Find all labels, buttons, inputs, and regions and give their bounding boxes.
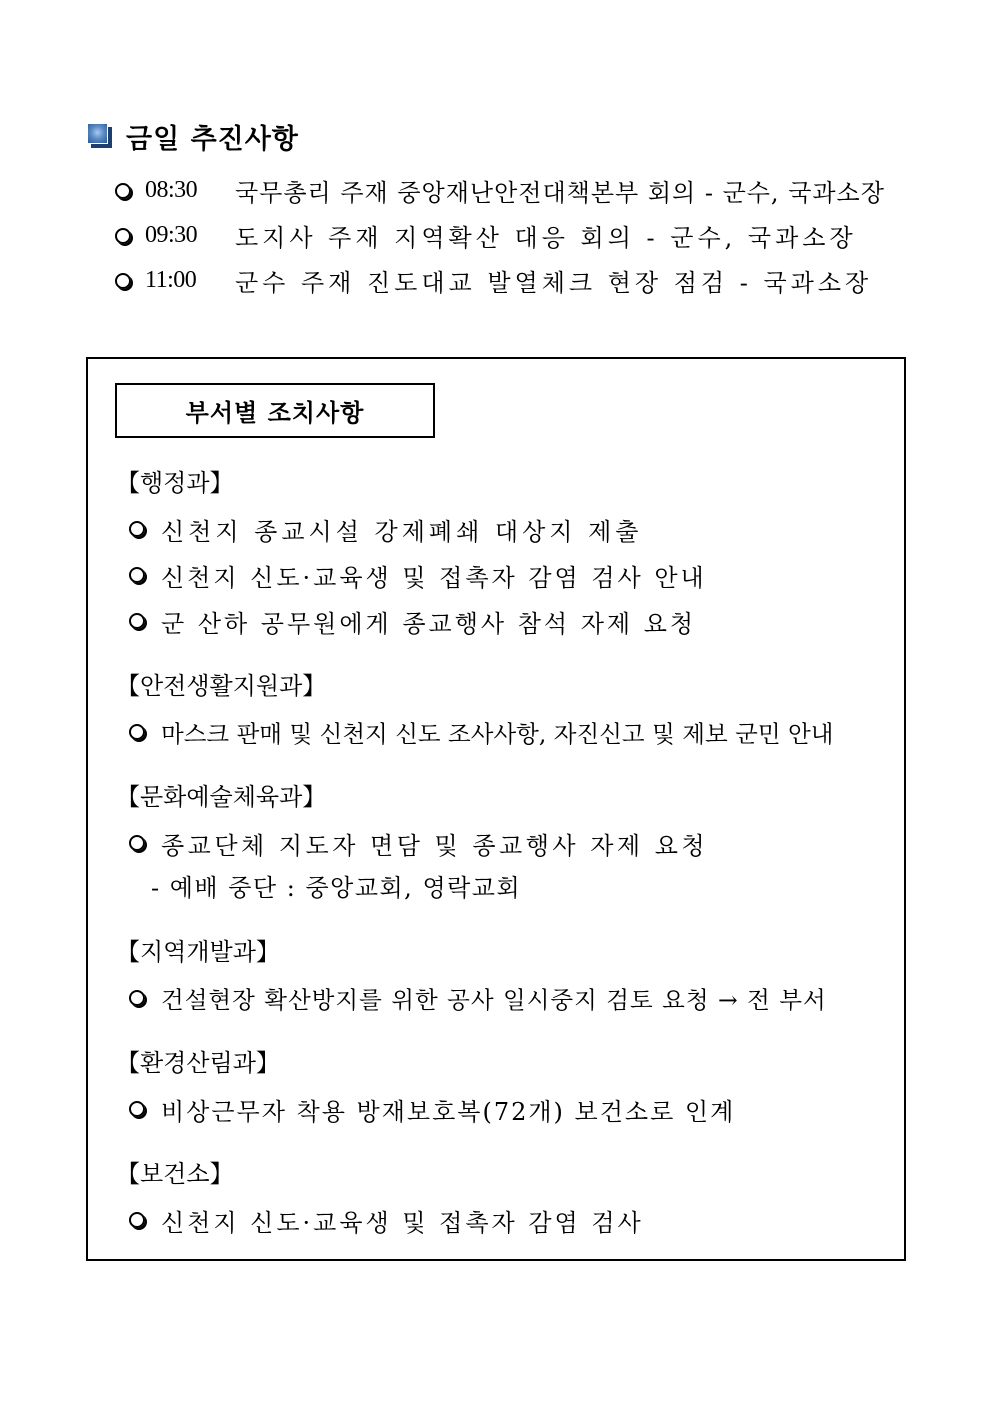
dept-name: 【행정과】 bbox=[116, 469, 234, 497]
circle-bullet-icon bbox=[129, 1101, 145, 1117]
dept-item bbox=[116, 1197, 896, 1243]
dept-name: 【안전생활지원과】 bbox=[116, 672, 327, 700]
dept-item bbox=[116, 820, 896, 866]
dept-item-text: 신천지 종교시설 강제폐쇄 대상지 제출 bbox=[161, 517, 643, 546]
circle-bullet-icon bbox=[129, 835, 145, 851]
dept-item-text: 종교단체 지도자 면담 및 종교행사 자제 요청 bbox=[161, 831, 709, 860]
dept-item bbox=[116, 552, 896, 598]
dept-name: 【보건소】 bbox=[116, 1160, 234, 1188]
circle-bullet-icon bbox=[129, 567, 145, 583]
department-actions-header: 부서별 조치사항 bbox=[115, 383, 435, 438]
dept-name: 【지역개발과】 bbox=[116, 938, 280, 966]
circle-bullet-icon bbox=[115, 183, 131, 199]
dept-item bbox=[116, 506, 896, 552]
circle-bullet-icon bbox=[129, 613, 145, 629]
schedule-time: 11:00 bbox=[145, 267, 197, 293]
dept-item-text: 신천지 신도·교육생 및 접촉자 감염 검사 bbox=[161, 1208, 644, 1237]
today-title-text: 금일 추진사항 bbox=[126, 123, 299, 155]
dept-item-text: 신천지 신도·교육생 및 접촉자 감염 검사 안내 bbox=[161, 563, 707, 592]
schedule-text: 도지사 주재 지역확산 대응 회의 - 군수, 국과소장 bbox=[235, 224, 857, 252]
circle-bullet-icon bbox=[129, 724, 145, 740]
circle-bullet-icon bbox=[129, 521, 145, 537]
dept-item-text: 마스크 판매 및 신천지 신도 조사사항, 자진신고 및 제보 군민 안내 bbox=[161, 720, 834, 748]
dept-item-text: 건설현장 확산방지를 위한 공사 일시중지 검토 요청 → 전 부서 bbox=[161, 986, 827, 1014]
schedule-text: 국무총리 주재 중앙재난안전대책본부 회의 - 군수, 국과소장 bbox=[235, 179, 885, 207]
dept-name: 【문화예술체육과】 bbox=[116, 783, 327, 811]
dept-group-safety bbox=[116, 664, 896, 755]
circle-bullet-icon bbox=[115, 273, 131, 289]
dept-name: 【환경산림과】 bbox=[116, 1049, 280, 1077]
department-actions-box bbox=[86, 357, 906, 1261]
square-bullet-icon bbox=[87, 123, 113, 149]
dept-group-admin bbox=[116, 461, 896, 644]
dept-item bbox=[116, 598, 896, 644]
dept-item-text: 군 산하 공무원에게 종교행사 참석 자제 요청 bbox=[161, 609, 697, 638]
dept-item-text: 비상근무자 착용 방재보호복(72개) 보건소로 인계 bbox=[161, 1097, 736, 1126]
dept-item bbox=[116, 975, 896, 1021]
dept-item bbox=[116, 1086, 896, 1132]
schedule-time: 08:30 bbox=[145, 177, 198, 203]
schedule-time: 09:30 bbox=[145, 222, 198, 248]
circle-bullet-icon bbox=[129, 990, 145, 1006]
department-actions-content bbox=[116, 461, 896, 1263]
dept-group-regional-dev bbox=[116, 930, 896, 1021]
today-section-title bbox=[87, 116, 299, 156]
schedule-text: 군수 주재 진도대교 발열체크 현장 점검 - 국과소장 bbox=[235, 269, 873, 297]
dept-group-health-center bbox=[116, 1152, 896, 1243]
circle-bullet-icon bbox=[115, 228, 131, 244]
dept-item bbox=[116, 709, 896, 755]
schedule-item bbox=[115, 213, 935, 258]
dept-sub-item: - 예배 중단 : 중앙교회, 영락교회 bbox=[151, 874, 522, 902]
schedule-item bbox=[115, 258, 935, 303]
schedule-item bbox=[115, 168, 935, 213]
dept-group-culture bbox=[116, 775, 896, 910]
circle-bullet-icon bbox=[129, 1212, 145, 1228]
dept-group-environment bbox=[116, 1041, 896, 1132]
today-schedule-list bbox=[115, 168, 935, 303]
